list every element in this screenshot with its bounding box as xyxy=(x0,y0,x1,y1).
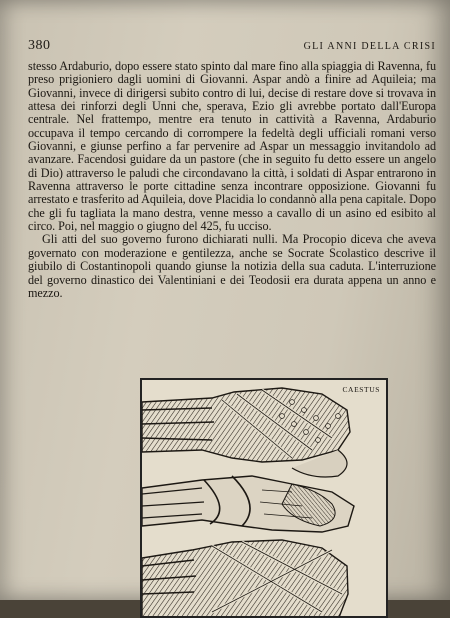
upper-glove xyxy=(142,388,350,477)
lower-glove xyxy=(142,540,348,618)
paragraph-1: stesso Ardaburio, dopo essere stato spinto dal mare fino alla spiaggia di Ravenna, fu preso prigioniero dagli uomini di Giovanni. Aspar andò a finire ad Aquileia; ma Giovanni, invece di dirigersi subito contro di lui, decise di restare dove si trovava in attesa dei rinforzi degli Unni che, sperava, Ezio gli avrebbe portato dall'Europa centrale. Nel frattempo, mentre era tenuto in cattività a Ravenna, Ardaburio occupava il tempo cercando di corrompere la fedeltà degli ufficiali romani verso Giovanni, e giunse perfino a far pervenire ad Aspar un messaggio invitandolo ad avanzare. Facendosi guidare da un pastore (che in seguito fu detto essere un angelo di Dio) attraverso le paludi che circondavano la città, i soldati di Aspar entrarono in Ravenna attraverso le porte cittadine senza incontrare opposizione. Giovanni fu arrestato e trasferito ad Aquileia, dove Placidia lo condannò alla pena capitale. Dopo che gli fu tagliata la mano destra, venne messo a cavallo di un asino ed esibito al circo. Poi, nel maggio o giugno del 425, fu ucciso. xyxy=(28,59,436,234)
body-text xyxy=(28,60,436,300)
page-header xyxy=(28,38,436,54)
figure-caption: CAESTUS xyxy=(342,385,380,394)
page-number: 380 xyxy=(28,38,51,53)
paragraph-2: Gli atti del suo governo furono dichiarati nulli. Ma Procopio diceva che aveva governato con moderazione e gentilezza, anche se Socrate Scolastico descrive il giubilo di Costantinopoli quando giunse la notizia della sua caduta. L'interruzione del governo dinastico dei Valentiniani e dei Teodosii era durata appena un anno e mezzo. xyxy=(28,232,436,300)
caestus-illustration xyxy=(140,378,388,618)
running-head: GLI ANNI DELLA CRISI xyxy=(303,41,436,52)
caestus-engraving xyxy=(142,380,388,618)
middle-glove xyxy=(142,476,354,532)
